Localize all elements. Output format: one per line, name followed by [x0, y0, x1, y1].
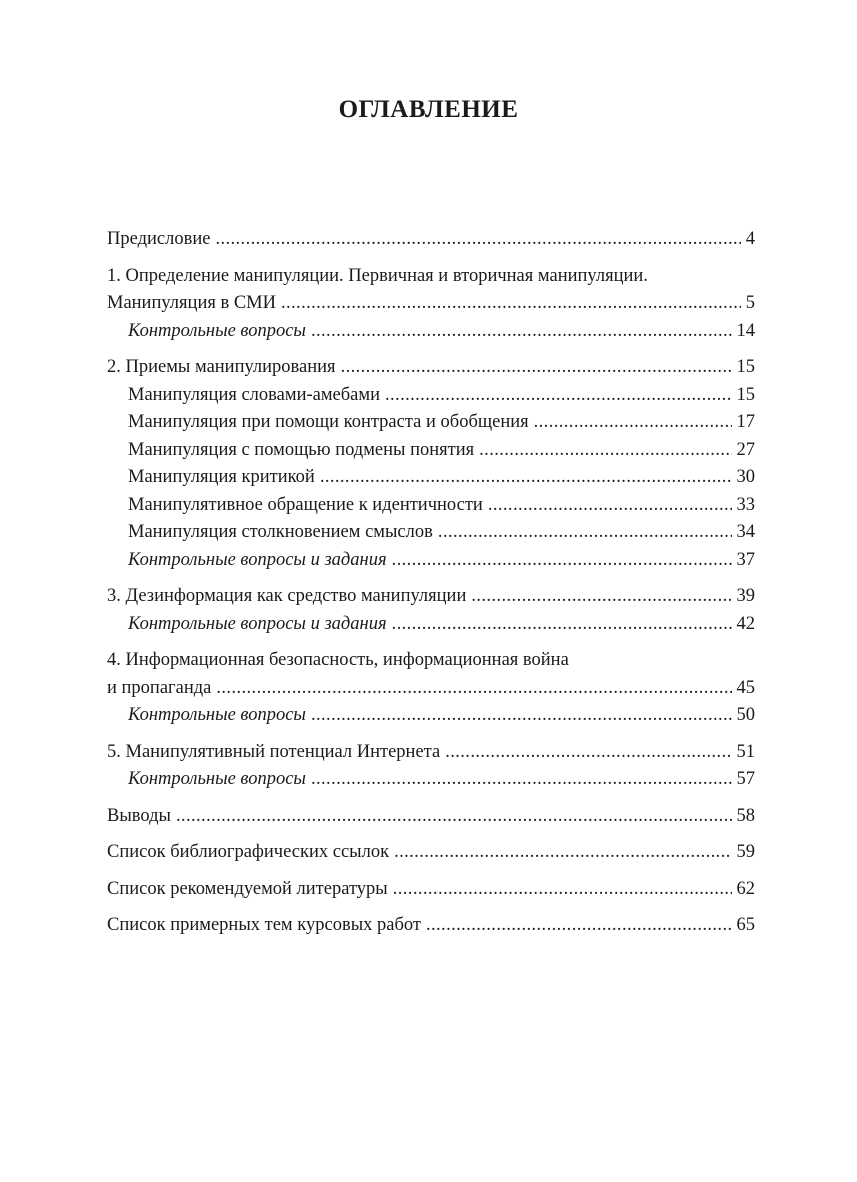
toc-entry-text: Контрольные вопросы [128, 769, 306, 789]
toc-page-number: 14 [736, 320, 755, 341]
toc-page-number: 50 [736, 705, 755, 725]
toc-entry-text: Контрольные вопросы [128, 320, 306, 341]
toc-entry-text: Манипуляция при помощи контраста и обобщения [128, 412, 529, 432]
toc-page-number: 4 [745, 229, 755, 249]
toc-entry-text: Манипуляция столкновением смыслов [128, 522, 433, 542]
toc-entry-ch2-sub5 [107, 495, 755, 523]
dot-leader [534, 412, 732, 433]
toc-entry-ch2-sub3 [107, 440, 755, 468]
toc-page-number: 37 [736, 549, 755, 570]
toc-entry-chapter-2 [107, 357, 755, 385]
toc-page-number: 15 [736, 357, 755, 377]
toc-page-number: 51 [736, 741, 755, 762]
dot-leader [216, 678, 731, 699]
dot-leader [438, 522, 732, 543]
toc-entry-text: 5. Манипулятивный потенциал Интернета [107, 741, 441, 762]
toc-entry-ch2-sub6 [107, 522, 755, 550]
toc-entry-chapter-1 [107, 293, 755, 321]
page-title: ОГЛАВЛЕНИЕ [338, 96, 519, 123]
toc-page-number: 65 [736, 915, 755, 935]
dot-leader [215, 229, 740, 250]
toc-entry-text: и пропаганда [107, 677, 212, 698]
table-of-contents [107, 229, 755, 943]
toc-entry-text: Список библиографических ссылок [107, 842, 390, 862]
toc-page-number: 33 [736, 494, 755, 515]
toc-entry-chapter-3 [107, 586, 755, 614]
toc-entry-text: Манипуляция в СМИ [107, 293, 276, 313]
toc-page-number: 15 [736, 384, 755, 405]
toc-entry-chapter-5 [107, 742, 755, 770]
dot-leader [341, 357, 732, 378]
dot-leader [320, 467, 732, 488]
toc-page-number: 62 [736, 878, 755, 899]
toc-entry-references [107, 842, 755, 870]
toc-entry-text: 2. Приемы манипулирования [107, 357, 336, 377]
toc-entry-ch4-questions [107, 705, 755, 733]
toc-page-number: 5 [745, 293, 755, 313]
toc-page-number: 39 [736, 586, 755, 606]
dot-leader [471, 586, 731, 607]
toc-entry-text: Манипулятивное обращение к идентичности [128, 494, 483, 515]
dot-leader [445, 742, 731, 763]
dot-leader [311, 321, 732, 342]
toc-entry-ch2-questions [107, 550, 755, 578]
toc-entry-recommended-literature [107, 879, 755, 907]
toc-entry-chapter-4 [107, 678, 755, 706]
toc-page-number: 30 [736, 467, 755, 487]
toc-entry-text: Манипуляция словами-амебами [128, 384, 380, 405]
toc-entry-chapter-4-line1: 4. Информационная безопасность, информационная война [107, 650, 569, 670]
dot-leader [311, 769, 732, 790]
toc-entry-chapter-1-line1: 1. Определение манипуляции. Первичная и вторичная манипуляции. [107, 265, 648, 286]
toc-page-number: 34 [736, 522, 755, 542]
toc-entry-preface [107, 229, 755, 257]
toc-page-number: 27 [736, 439, 755, 460]
dot-leader [385, 385, 732, 406]
dot-leader [392, 550, 732, 571]
toc-entry-text: Контрольные вопросы [128, 705, 306, 725]
toc-page-number: 58 [736, 805, 755, 826]
toc-entry-text: Манипуляция с помощью подмены понятия [128, 439, 475, 460]
toc-entry-ch2-sub4 [107, 467, 755, 495]
dot-leader [392, 614, 732, 635]
dot-leader [311, 705, 732, 726]
dot-leader [393, 879, 732, 900]
dot-leader [176, 806, 732, 827]
toc-page-number: 57 [736, 769, 755, 789]
toc-entry-text: Контрольные вопросы и задания [128, 549, 387, 570]
toc-entry-ch2-sub1 [107, 385, 755, 413]
toc-entry-conclusions [107, 806, 755, 834]
toc-page-number: 17 [736, 412, 755, 432]
dot-leader [281, 293, 741, 314]
toc-entry-ch1-questions [107, 321, 755, 349]
toc-entry-text: Список примерных тем курсовых работ [107, 915, 421, 935]
dot-leader [479, 440, 731, 461]
dot-leader [488, 495, 732, 516]
toc-entry-ch2-sub2 [107, 412, 755, 440]
toc-entry-text: Манипуляция критикой [128, 467, 315, 487]
toc-page-number: 42 [736, 613, 755, 634]
toc-entry-text: Предисловие [107, 229, 211, 249]
toc-entry-ch3-questions [107, 614, 755, 642]
toc-entry-text: Список рекомендуемой литературы [107, 878, 388, 899]
toc-page-number: 45 [736, 677, 755, 698]
toc-page-number: 59 [736, 842, 755, 862]
toc-entry-text: Контрольные вопросы и задания [128, 613, 387, 634]
toc-entry-text: 3. Дезинформация как средство манипуляции [107, 586, 467, 606]
toc-entry-text: Выводы [107, 805, 171, 826]
toc-entry-coursework-topics [107, 915, 755, 943]
dot-leader [394, 842, 731, 863]
toc-entry-ch5-questions [107, 769, 755, 797]
dot-leader [426, 915, 732, 936]
